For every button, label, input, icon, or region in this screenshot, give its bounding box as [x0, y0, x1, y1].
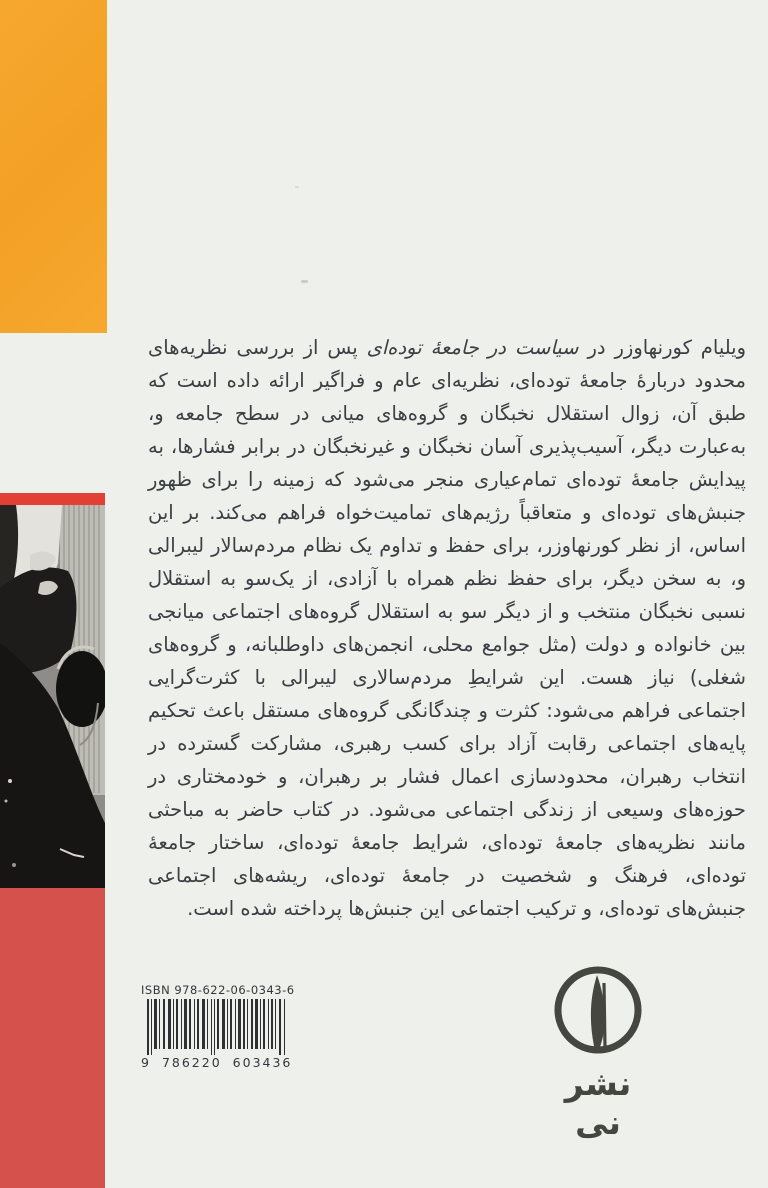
- book-title-italic: سیاست در جامعهٔ توده‌ای: [366, 335, 579, 359]
- crowd-photo-strip: [0, 493, 105, 888]
- barcode-digit-lead: 9: [141, 1055, 151, 1070]
- barcode-digit-group1: 786220: [161, 1055, 222, 1070]
- publisher-wordmark: نشر نی: [564, 1064, 632, 1142]
- publisher-logo: [548, 963, 648, 1142]
- barcode: [141, 983, 293, 1070]
- photo-top-red-bar: [0, 493, 105, 505]
- red-spine-strip: [0, 888, 105, 1188]
- blurb-body: پس از بررسی نظریه‌های محدود دربارهٔ جامعهٔ توده‌ای، نظریه‌ای عام و فراگیر ارائه داده است که طبق آن، زوال استقلال نخبگان و گروه‌های میانی در سطح جامعه و، به‌عبارت دیگر، آسیب‌پذیری آسان نخبگان و غیرنخبگان در برابر فشارها، به پیدایش جامعهٔ توده‌ای تمام‌عیاری منجر می‌شود که زمینه را برای ظهور جنبش‌های توده‌ای و متعاقباً رژیم‌های تمامیت‌خواه فراهم می‌کند. بر این اساس، از نظر کورنهاوزر، برای حفظ و تداوم یک نظام مردم‌سالار لیبرالی و، به سخن دیگر، برای حفظ نظم همراه با آزادی، از یک‌سو به استقلال نسبی نخبگان منتخب و از دیگر سو به استقلال گروه‌های اجتماعی میانجی بین خانواده و دولت (مثل جوامع محلی، انجمن‌های داوطلبانه، و گروه‌های شغلی) نیاز هست. این شرایطِ مردم‌سالاری لیبرالی با کثرت‌گرایی اجتماعی فراهم می‌شود: کثرت و چندگانگی گروه‌های مستقل باعث تحکیم پایه‌های اجتماعی رقابت آزاد برای کسب رهبری، مشارکت گسترده در انتخاب رهبران، محدودسازی اعمال فشار بر رهبران، و خودمختاری در حوزه‌های وسیعی از زندگی اجتماعی می‌شود. در کتاب حاضر به مباحثی مانند نظریه‌های جامعهٔ توده‌ای، شرایط جامعهٔ توده‌ای، ساختار جامعهٔ توده‌ای، فرهنگ و شخصیت در جامعهٔ توده‌ای، ریشه‌های اجتماعی جنبش‌های توده‌ای، و ترکیب اجتماعی این جنبش‌ها پرداخته شده است.: [148, 335, 746, 920]
- blurb-lead: ویلیام کورنهاوزر در: [578, 335, 747, 359]
- back-blurb: [148, 331, 746, 925]
- barcode-digits: [141, 1055, 293, 1070]
- ney-reed-leaf-icon: [552, 963, 644, 1059]
- isbn-label: ISBN 978-622-06-0343-6: [141, 983, 295, 997]
- orange-accent-block: [0, 0, 107, 333]
- barcode-digit-group2: 603436: [232, 1055, 293, 1070]
- paper-speck: [301, 280, 308, 283]
- paper-speck: [295, 186, 299, 188]
